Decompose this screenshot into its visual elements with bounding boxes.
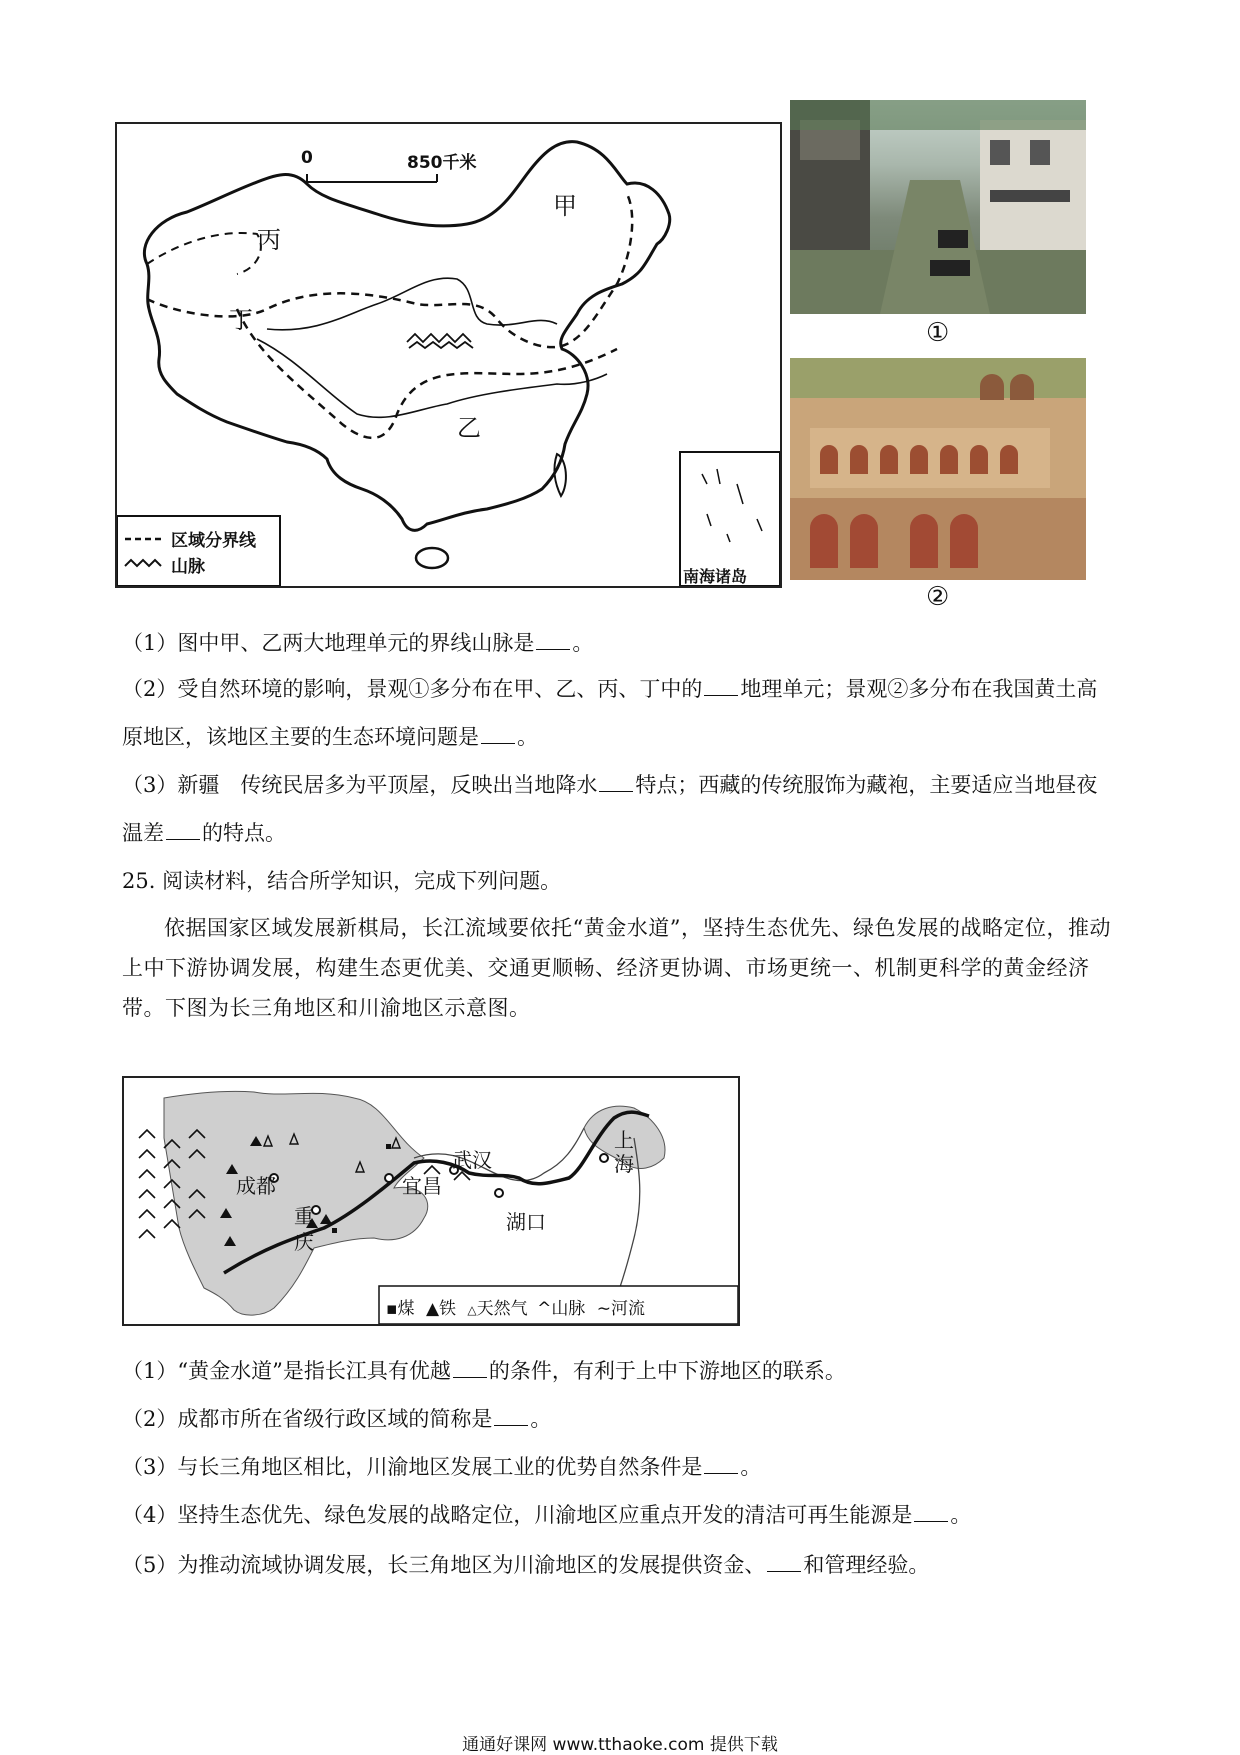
answer-blank[interactable]: [481, 723, 515, 744]
q24-3-cont: 温差 的特点。: [122, 821, 286, 845]
scale-zero-label: 0: [301, 148, 313, 168]
region-ding: 丁: [229, 306, 253, 334]
city-chongqing-1: 重: [294, 1204, 314, 1228]
answer-blank[interactable]: [453, 1357, 487, 1378]
river-legend-icon: ∼: [596, 1299, 611, 1319]
inset-label: 南海诸岛: [683, 567, 748, 586]
city-chengdu: 成都: [236, 1174, 276, 1198]
answer-blank[interactable]: [914, 1501, 948, 1522]
region-bing: 丙: [257, 226, 281, 254]
coal-legend-icon: ▪: [386, 1299, 398, 1319]
cave-dwelling-illustration: [790, 358, 1086, 580]
city-shanghai-2: 海: [614, 1152, 634, 1176]
mountain-legend-label: 山脉: [551, 1299, 586, 1319]
legend-boundary-label: 区域分界线: [171, 531, 256, 551]
q25-3: （3）与长三角地区相比，川渝地区发展工业的优势自然条件是 。: [122, 1455, 762, 1479]
answer-blank[interactable]: [767, 1551, 801, 1572]
q24-3: （3）新疆 传统民居多为平顶屋，反映出当地降水 特点；西藏的传统服饰为藏袍，主要适应当地昼夜: [122, 773, 1098, 797]
answer-blank[interactable]: [494, 1405, 528, 1426]
region-yi: 乙: [457, 414, 481, 442]
answer-blank[interactable]: [166, 819, 200, 840]
yangtze-map-svg: [124, 1078, 738, 1324]
china-map-svg: [117, 124, 780, 586]
q25-title: 25. 阅读材料，结合所学知识，完成下列问题。: [122, 869, 562, 893]
iron-legend-label: 铁: [439, 1299, 457, 1319]
boundary-line-2: [237, 309, 617, 438]
photo-cave-dwelling: [790, 358, 1086, 580]
map2-legend: [386, 1294, 645, 1319]
answer-blank[interactable]: [704, 1453, 738, 1474]
answer-blank[interactable]: [704, 675, 738, 696]
coal-legend-label: 煤: [397, 1299, 415, 1319]
hainan-island: [416, 548, 448, 568]
yangtze-region-map: [122, 1076, 740, 1326]
city-yichang: 宜昌: [402, 1174, 442, 1198]
city-wuhan: 武汉: [452, 1148, 492, 1172]
river-legend-label: 河流: [610, 1299, 645, 1319]
china-region-map: [115, 122, 782, 588]
mountain-legend-icon: ^: [537, 1299, 552, 1319]
city-hukou: 湖口: [506, 1210, 546, 1234]
boundary-line-3: [147, 233, 261, 274]
photo-label-1: ①: [926, 318, 950, 348]
gas-legend-icon: △: [467, 1303, 477, 1317]
water-town-illustration: [790, 100, 1086, 314]
q25-material: 依据国家区域发展新棋局，长江流域要依托“黄金水道”，坚持生态优先、绿色发展的战略定位，推动上中下游协调发展，构建生态更优美、交通更顺畅、经济更协调、市场更统一、机制更科学的黄金经济带。下图为长三角地区和川渝地区示意图。: [122, 916, 1111, 1020]
yangtze-river: [257, 339, 607, 417]
region-jia: 甲: [553, 192, 577, 220]
page-footer: 通通好课网 www.tthaoke.com 提供下载: [462, 1735, 778, 1755]
scale-distance-label: 850千米: [407, 153, 477, 173]
q25-2: （2）成都市所在省级行政区域的简称是 。: [122, 1407, 552, 1431]
photo-water-town: [790, 100, 1086, 314]
answer-blank[interactable]: [599, 771, 633, 792]
china-outline: [144, 142, 669, 531]
iron-legend-icon: ▲: [425, 1299, 440, 1319]
city-shanghai-1: 上: [614, 1128, 634, 1152]
q24-1: （1）图中甲、乙两大地理单元的界线山脉是 。: [122, 631, 594, 655]
qinling-mountain-symbol: [407, 334, 473, 348]
q24-2: （2）受自然环境的影响，景观①多分布在甲、乙、丙、丁中的 地理单元；景观②多分布在我国黄土高: [122, 677, 1098, 701]
city-chongqing-2: 庆: [294, 1230, 314, 1254]
answer-blank[interactable]: [536, 629, 570, 650]
gas-legend-label: 天然气: [476, 1299, 528, 1319]
legend-mountain-label: 山脉: [171, 557, 205, 577]
q25-5: （5）为推动流域协调发展，长三角地区为川渝地区的发展提供资金、 和管理经验。: [122, 1553, 930, 1577]
q25-4: （4）坚持生态优先、绿色发展的战略定位，川渝地区应重点开发的清洁可再生能源是 。: [122, 1503, 972, 1527]
photo-label-2: ②: [926, 582, 950, 612]
q24-2-cont: 原地区，该地区主要的生态环境问题是 。: [122, 725, 538, 749]
q25-1: （1）“黄金水道”是指长江具有优越 的条件，有利于上中下游地区的联系。: [122, 1359, 846, 1383]
scale-bar: [307, 174, 437, 182]
